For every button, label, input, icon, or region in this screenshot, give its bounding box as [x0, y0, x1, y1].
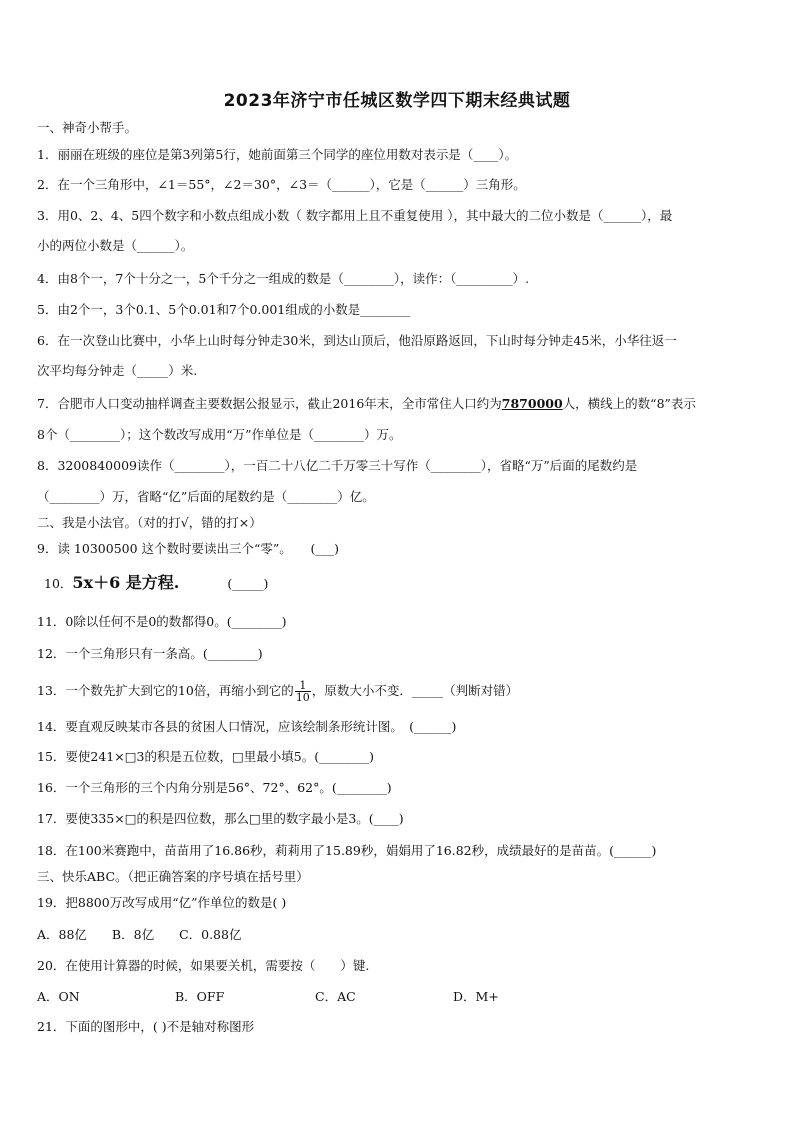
- question-16: 16．一个三角形的三个内角分别是56°、72°、62°。(________): [37, 780, 392, 795]
- question-3-line-2: 小的两位小数是（______）。: [37, 238, 194, 253]
- question-6-line-2: 次平均每分钟走（_____）米.: [37, 363, 198, 378]
- question-15: 15．要使241×□3的积是五位数，□里最小填5。(________): [37, 749, 375, 764]
- section-2-heading: 二、我是小法官。（对的打√，错的打×）: [37, 515, 262, 530]
- question-10: [44, 575, 758, 592]
- question-7-text-pre: 7．合肥市人口变动抽样调查主要数据公报显示，截止2016年末，全市常住人口约为: [37, 396, 502, 411]
- fraction-numerator: 1: [295, 680, 311, 692]
- question-18: 18．在100米赛跑中，苗苗用了16.86秒，莉莉用了15.89秒，娟娟用了16.82秒，成绩最好的是苗苗。(______): [37, 843, 657, 858]
- question-17: 17．要使335×□的积是四位数，那么□里的数字最小是3。(____): [37, 811, 404, 826]
- question-1: 1．丽丽在班级的座位是第3列第5行，她前面第三个同学的座位用数对表示是（____）。: [37, 147, 518, 162]
- question-10-expression: 5x＋6 是方程.: [72, 573, 180, 592]
- question-8-line-2: （________）万，省略“亿”后面的尾数约是（________）亿。: [37, 489, 375, 504]
- question-6-line-1: 6．在一次登山比赛中，小华上山时每分钟走30米，到达山顶后，他沿原路返回，下山时每分钟走45米，小华往返一: [37, 333, 677, 348]
- question-7-line-1: [37, 396, 758, 412]
- fraction-denominator: 10: [295, 691, 310, 704]
- question-9: 9．读 10300500 这个数时要读出三个“零”。 (___): [37, 541, 340, 556]
- option-c: C．AC: [315, 989, 356, 1004]
- question-11: 11．0除以任何不是0的数都得0。(________): [37, 614, 287, 629]
- question-13-text-pre: 13．一个数先扩大到它的10倍，再缩小到它的: [37, 683, 294, 698]
- question-4: 4．由8个一，7个十分之一，5个千分之一组成的数是（________），读作：（_________）.: [37, 271, 530, 286]
- question-7-line-2: 8个（________）；这个数改写成用“万”作单位是（________）万。: [37, 427, 402, 442]
- question-19-options: A．88亿 B．8亿 C．0.88亿: [37, 927, 242, 942]
- option-b: B．OFF: [175, 989, 225, 1004]
- underlined-number: 7870000: [501, 396, 563, 411]
- question-2: 2．在一个三角形中，∠1＝55°，∠2＝30°，∠3＝（______），它是（______）三角形。: [37, 177, 526, 192]
- question-8-line-1: 8．3200840009读作（________），一百二十八亿二千万零三十写作（________），省略“万”后面的尾数约是: [37, 458, 638, 473]
- fraction-one-tenth: [295, 680, 311, 703]
- question-3-line-1: 3．用0、2、4、5四个数字和小数点组成小数（ 数字都用上且不重复使用 ），其中最大的二位小数是（______），最: [37, 208, 673, 223]
- page-title: 2023年济宁市任城区数学四下期末经典试题: [223, 91, 571, 111]
- question-14: 14．要直观反映某市各县的贫困人口情况，应该绘制条形统计图。 (______): [37, 719, 457, 734]
- option-a: A．ON: [37, 989, 80, 1004]
- question-10-blank: (_____): [227, 576, 269, 591]
- section-3-heading: 三、快乐ABC。（把正确答案的序号填在括号里）: [37, 869, 309, 884]
- section-1-heading: 一、神奇小帮手。: [37, 120, 138, 135]
- option-d: D．M+: [453, 989, 499, 1004]
- question-19: 19．把8800万改写成用“亿”作单位的数是( ): [37, 895, 287, 910]
- question-7-text-post: 人，横线上的数“8”表示: [562, 396, 696, 411]
- question-13: [37, 680, 758, 703]
- question-13-text-post: ，原数大小不变．_____（判断对错）: [311, 683, 519, 698]
- question-21: 21．下面的图形中，( )不是轴对称图形: [37, 1019, 255, 1034]
- question-10-number: 10．: [44, 576, 73, 591]
- question-5: 5．由2个一，3个0.1、5个0.01和7个0.001组成的小数是________: [37, 302, 411, 317]
- question-20: 20．在使用计算器的时候，如果要关机，需要按（ ）键.: [37, 958, 370, 973]
- question-12: 12．一个三角形只有一条高。(________): [37, 646, 263, 661]
